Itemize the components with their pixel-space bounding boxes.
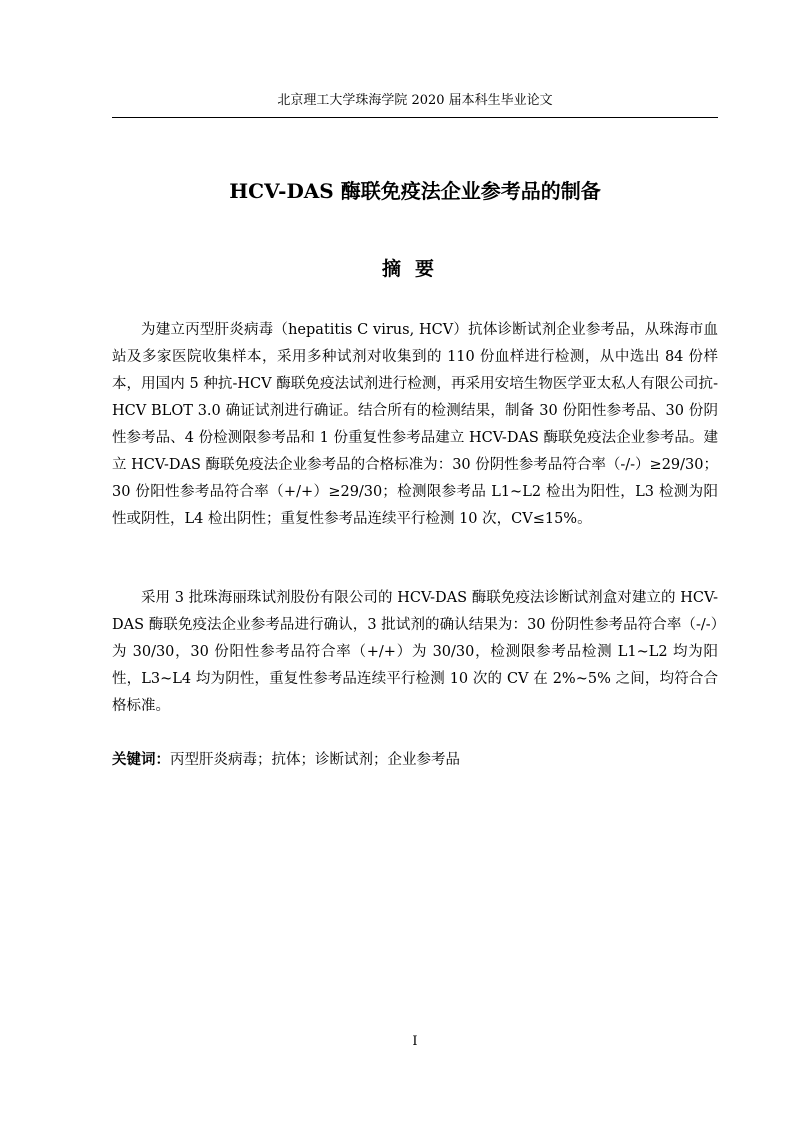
thesis-title: HCV-DAS 酶联免疫法企业参考品的制备 bbox=[229, 179, 601, 203]
keywords-line bbox=[112, 746, 718, 774]
header-divider bbox=[112, 117, 718, 118]
running-header: 北京理工大学珠海学院 2020 届本科生毕业论文 bbox=[277, 93, 553, 108]
abstract-paragraph-2 bbox=[112, 585, 718, 720]
abstract-paragraph-1 bbox=[112, 317, 718, 533]
keywords-label: 关键词： bbox=[112, 751, 170, 768]
keywords-text: 丙型肝炎病毒；抗体；诊断试剂；企业参考品 bbox=[170, 752, 460, 768]
abstract-paragraph-1-text: 为建立丙型肝炎病毒（hepatitis C virus, HCV）抗体诊断试剂企业参考品，从珠海市血站及多家医院收集样本，采用多种试剂对收集到的 110 份血样进行检测，从中选出 84 份样本，用国内 5 种抗-HCV 酶联免疫法试剂进行检测，再采用安培生物医学亚太私人有限公司抗-HCV BLOT 3.0 确证试剂进行确证。结合所有的检测结果，制备 30 份阳性参考品、30 份阴性参考品、4 份检测限参考品和 1 份重复性参考品建立 HCV-DAS 酶联免疫法企业参考品。建立 HCV-DAS 酶联免疫法企业参考品的合格标准为：30 份阴性参考品符合率（-/-）≥29/30；30 份阳性参考品符合率（+/+）≥29/30；检测限参考品 L1~L2 检出为阳性，L3 检测为阳性或阴性，L4 检出阴性；重复性参考品连续平行检测 10 次，CV≤15%。 bbox=[112, 322, 718, 527]
abstract-heading: 摘要 bbox=[381, 258, 448, 280]
page-number: I bbox=[412, 1034, 418, 1049]
abstract-paragraph-2-text: 采用 3 批珠海丽珠试剂股份有限公司的 HCV-DAS 酶联免疫法诊断试剂盒对建立的 HCV-DAS 酶联免疫法企业参考品进行确认，3 批试剂的确认结果为：30 份阴性参考品符合率（-/-）为 30/30，30 份阳性参考品符合率（+/+）为 30/30，检测限参考品检测 L1~L2 均为阳性，L3~L4 均为阴性，重复性参考品连续平行检测 10 次的 CV 在 2%~5% 之间，均符合合格标准。 bbox=[112, 590, 718, 714]
